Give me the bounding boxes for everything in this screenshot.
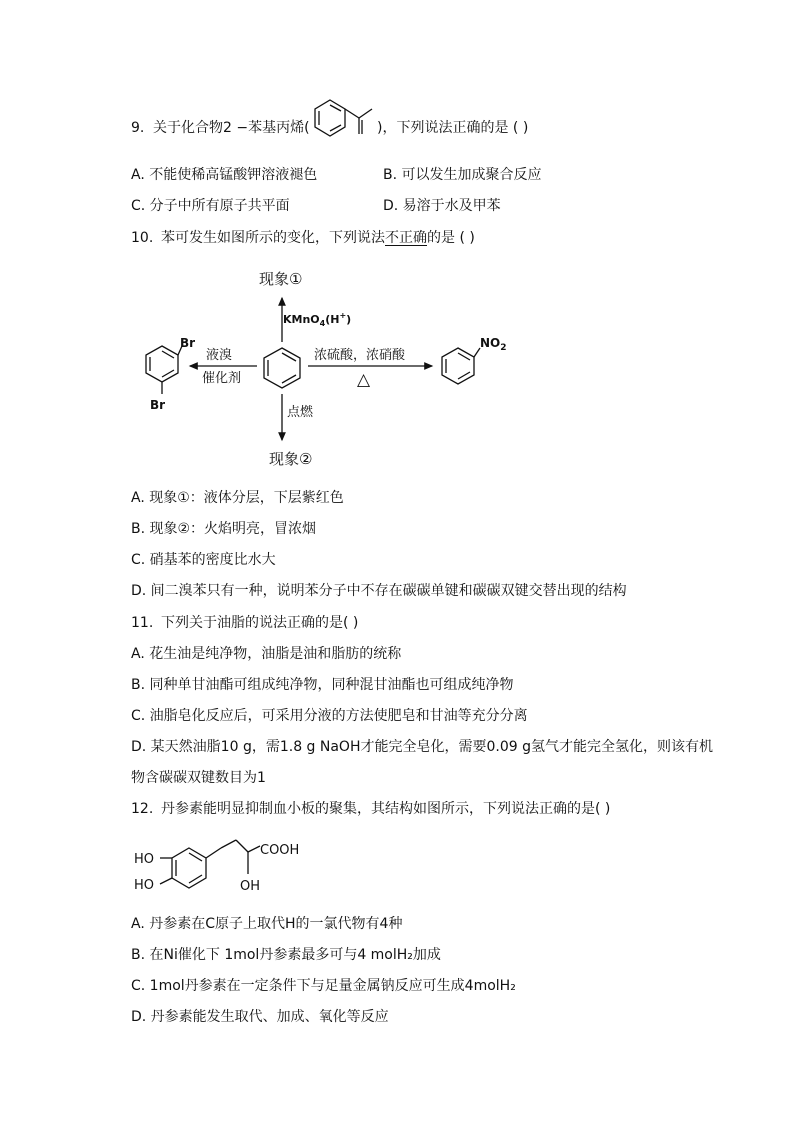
heat-symbol: △ [357, 370, 371, 390]
q10-option-c: C. 硝基苯的密度比水大 [131, 552, 276, 568]
q10-stem [161, 229, 475, 247]
q10-option-a: A. 现象①：液体分层，下层紫红色 [131, 490, 344, 506]
q9-option-a: A. 不能使稀高锰酸钾溶液褪色 [131, 167, 318, 183]
m-dibromobenzene [146, 346, 182, 394]
acids-label: 浓硫酸，浓硝酸 [314, 348, 406, 363]
br-bottom-label: Br [150, 398, 166, 412]
ignite-label: 点燃 [287, 405, 314, 420]
q10-stem-before: 苯可发生如图所示的变化，下列说法 [161, 230, 385, 246]
q12-stem: 丹参素能明显抑制血小板的聚集，其结构如图所示，下列说法正确的是( ) [161, 801, 611, 817]
q11-option-d: D. 某天然油脂10 g，需1.8 g NaOH才能完全皂化，需要0.09 g氢气才能完全氢化，则该有机 [131, 739, 713, 755]
q9-option-c: C. 分子中所有原子共平面 [131, 198, 290, 214]
catalyst-label: 催化剂 [202, 371, 242, 386]
q9-stem-after: )，下列说法正确的是 ( ) [377, 120, 529, 136]
q12-option-d: D. 丹参素能发生取代、加成、氧化等反应 [131, 1009, 389, 1025]
q11-option-d-continued: 物含碳碳双键数目为1 [131, 770, 266, 786]
q11-number: 11. [131, 615, 154, 631]
q9-stem-before: 关于化合物2 −苯基丙烯( [153, 120, 310, 136]
liquid-bromine-label: 液溴 [206, 348, 233, 363]
ho-bottom-label: HO [134, 878, 155, 893]
oh-label: OH [240, 879, 261, 894]
q12-option-b: B. 在Ni催化下 1mol丹参素最多可与4 molH₂加成 [131, 947, 441, 963]
cooh-label: COOH [260, 843, 300, 858]
q10-stem-after: 的是 ( ) [427, 230, 475, 246]
q9-number: 9. [131, 120, 145, 136]
kmno4-reagent: KMnO$_4$(H+) [283, 311, 352, 328]
q9-option-b: B. 可以发生加成聚合反应 [383, 167, 542, 183]
q11-stem: 下列关于油脂的说法正确的是( ) [161, 615, 359, 631]
q11-option-b: B. 同种单甘油酯可组成纯净物，同种混甘油酯也可组成纯净物 [131, 677, 514, 693]
br-top-label: Br [180, 336, 196, 350]
q12-number: 12. [131, 801, 154, 817]
q11-option-c: C. 油脂皂化反应后，可采用分液的方法使肥皂和甘油等充分分离 [131, 708, 528, 724]
q10-stem-underlined: 不正确 [385, 230, 427, 246]
q9-option-d: D. 易溶于水及甲苯 [383, 198, 501, 214]
nitrobenzene [442, 348, 480, 384]
q10-number: 10. [131, 230, 154, 246]
benzene-ring-q9 [315, 100, 372, 136]
phenomenon-2-label: 现象② [269, 450, 313, 468]
q10-benzene-reaction-diagram [120, 262, 540, 472]
q10-option-d: D. 间二溴苯只有一种，说明苯分子中不存在碳碳单键和碳碳双键交替出现的结构 [131, 583, 627, 599]
central-benzene [264, 348, 300, 388]
q11-option-a: A. 花生油是纯净物，油脂是油和脂肪的统称 [131, 646, 402, 662]
no2-label: $NO_2$ [480, 336, 507, 353]
danshensu-structure [126, 836, 326, 902]
phenomenon-1-label: 现象① [259, 270, 303, 288]
q12-option-a: A. 丹参素在C原子上取代H的一氯代物有4种 [131, 916, 403, 932]
q12-option-c: C. 1mol丹参素在一定条件下与足量金属钠反应可生成4molH₂ [131, 978, 516, 994]
ho-top-label: HO [134, 852, 155, 867]
q10-option-b: B. 现象②：火焰明亮，冒浓烟 [131, 521, 317, 537]
